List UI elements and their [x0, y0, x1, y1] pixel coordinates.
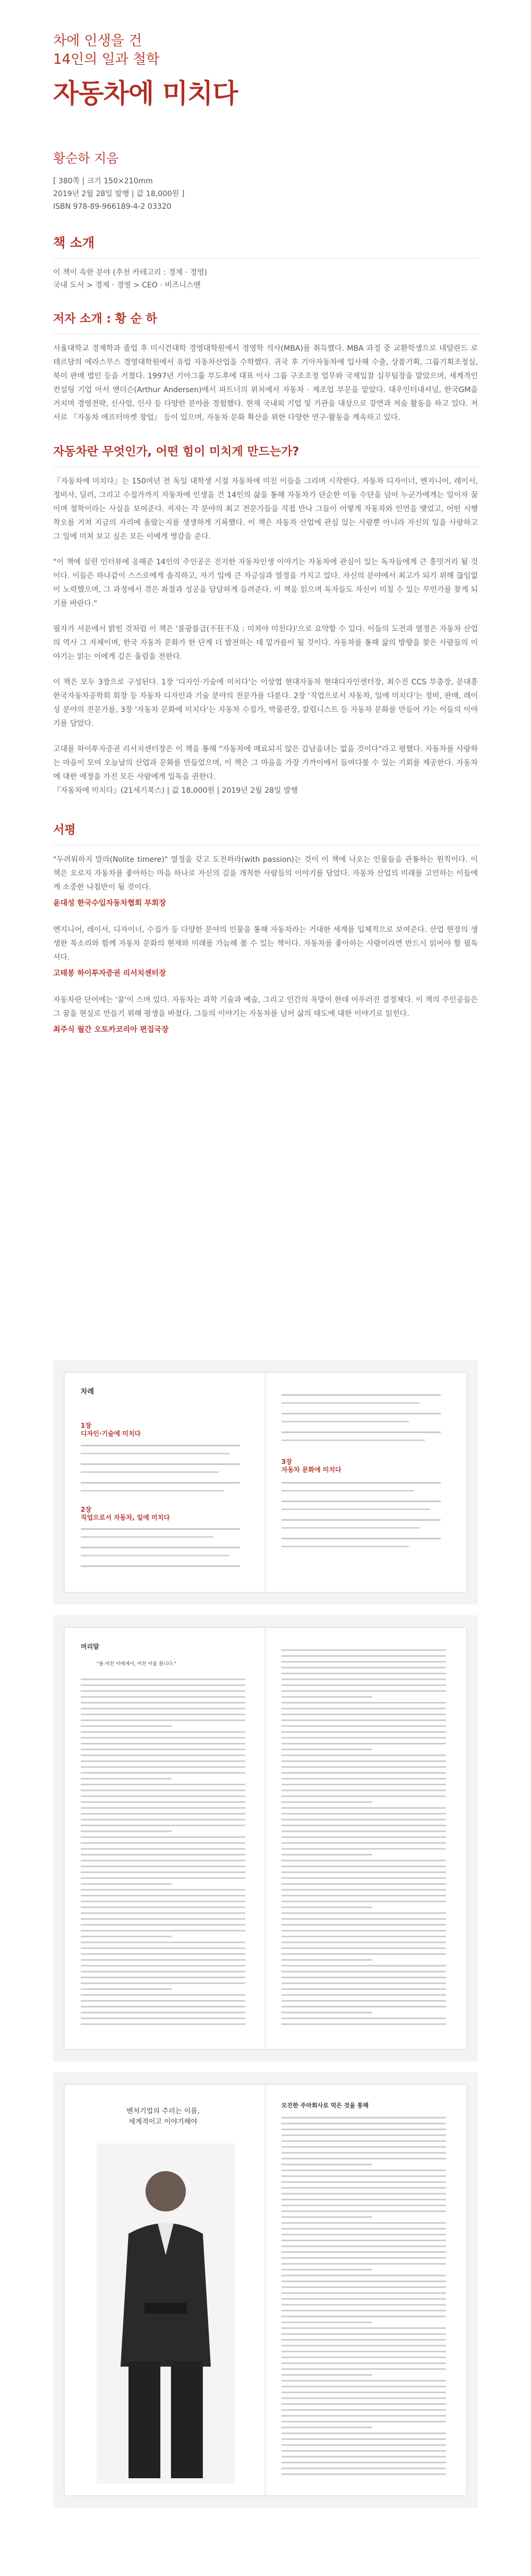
text-line [81, 1866, 245, 1867]
text-line [81, 1860, 245, 1861]
text-line [281, 1912, 446, 1914]
toc-entry [81, 1547, 240, 1548]
text-line [281, 2281, 446, 2282]
text-line [281, 2275, 446, 2276]
text-line [281, 1924, 446, 1926]
text-line [281, 2175, 446, 2177]
text-line [81, 2023, 245, 2025]
text-line [281, 2129, 446, 2130]
text-line [281, 1836, 446, 1838]
profile-spread [65, 2085, 466, 2495]
toc-entry [281, 1519, 441, 1521]
text-line [281, 2339, 446, 2341]
text-line [81, 1690, 245, 1692]
text-line [281, 1977, 446, 1978]
text-line [281, 2263, 446, 2265]
text-line [281, 1737, 446, 1739]
text-line [81, 1895, 245, 1896]
text-line [81, 1965, 245, 1967]
toc-part-2: 2장 직업으로서 자동차, 일에 미치다 [81, 1506, 170, 1521]
text-line [281, 1971, 446, 1972]
why-paragraph-2: "이 책에 실린 인터뷰에 응해준 14인의 주인공은 진지한 자동차인생 이야기는 자동차에 관심이 있는 독자들에게 큰 흥밋거리 될 것이다. 이들은 하나같이 스스로에게 솔직하고, 자기 일에 큰 자긍심과 열정을 가지고 있다. 자신의 분야에서 최고가 되기 위해 끊임없이 노력했으며, 그 과정에서 겪은 좌절과 성공을 담담하게 들려준다. 이 책을 읽으며 독자들도 자신이 미칠 수 있는 무언가를 찾게 되기를 바란다." [53, 558, 478, 608]
why-paragraph-5: 고대를 하이투자증권 리서치센터장은 이 책을 통해 "자동차에 매료되지 않은 갑남을녀는 없을 것이다"라고 평했다. 자동차를 사랑하는 마음이 모여 오늘날의 산업과 문화를 만들었으며, 이 책은 그 마음을 가장 가까이에서 들여다볼 수 있는 기회를 제공한다. 자동차에 대한 애정을 가진 모든 사람에게 일독을 권한다. [53, 745, 478, 782]
subtitle-line-1: 차에 인생을 건 [53, 33, 142, 49]
review-3-source: 최주식 월간 오토카코리아 편집국장 [53, 1026, 169, 1035]
review-3: 자동차란 단어에는 '꿈'이 스며 있다. 자동차는 과학 기술과 예술, 그리고 인간의 욕망이 한데 어우러진 결정체다. 이 책의 주인공들은 그 꿈을 현실로 만들기 위해 평생을 바쳤다. 그들의 이야기는 자동차를 넘어 삶의 태도에 대한 이야기로 읽힌다. [53, 996, 478, 1019]
subtitle-line-2: 14인의 일과 철학 [53, 52, 160, 68]
text-line [281, 1848, 446, 1850]
text-line [81, 1819, 245, 1820]
text-line [281, 2018, 446, 2019]
meta-pages: [ 380쪽 | 크기 150×210mm [53, 177, 153, 186]
text-line [281, 1684, 446, 1686]
text-line [281, 1953, 446, 1955]
book-gutter [264, 1628, 267, 2049]
text-line [81, 2006, 245, 2007]
toc-right-page [266, 1373, 466, 1592]
text-line [281, 1988, 446, 1990]
text-line [281, 2023, 446, 2025]
toc-heading: 차례 [81, 1388, 95, 1396]
text-line [81, 1719, 245, 1721]
text-line [281, 1813, 446, 1815]
author-heading: 저자 소개 : 황 순 하 [53, 312, 157, 326]
text-line [281, 1755, 446, 1756]
text-line [81, 1988, 172, 1990]
text-line [281, 2123, 446, 2124]
text-line [281, 1714, 446, 1715]
toc-part-1: 1장 디자인·기술에 미치다 [81, 1422, 141, 1437]
toc-entry [81, 1482, 240, 1484]
text-line [281, 2006, 446, 2007]
text-line [81, 1760, 245, 1762]
text-line [281, 1930, 446, 1931]
text-line [81, 1977, 245, 1978]
text-line [281, 2187, 446, 2189]
text-line [81, 1790, 245, 1791]
text-line [281, 1790, 446, 1791]
text-line [81, 1959, 245, 1961]
text-line [281, 2117, 446, 2119]
profile-heading: 모진한 주마회사로 먹은 것을 통해 [281, 2102, 369, 2109]
toc-entry [81, 1528, 240, 1530]
person-photo [97, 2143, 235, 2484]
book-preview-preface [53, 1615, 478, 2062]
toc-entry [281, 1546, 409, 1547]
main-content [53, 32, 478, 1036]
text-line [81, 1749, 245, 1750]
text-line [281, 1866, 446, 1867]
toc-entry [281, 1402, 419, 1404]
category-line-2: 국내 도서 > 경제 · 경영 > CEO · 비즈니스맨 [53, 281, 201, 290]
text-line [281, 1708, 446, 1709]
text-line [81, 1836, 245, 1838]
text-line [281, 2257, 446, 2259]
toc-entry [81, 1490, 224, 1492]
text-line [281, 2205, 446, 2206]
text-line [281, 1749, 372, 1750]
text-line [81, 1784, 245, 1785]
text-line [281, 2222, 446, 2224]
text-line [281, 1778, 446, 1780]
text-line [281, 1871, 446, 1873]
text-line [81, 1778, 172, 1780]
text-line [81, 1924, 245, 1926]
book-gutter [264, 2085, 267, 2495]
text-line [281, 2450, 446, 2452]
preface-heading: 머리말 [81, 1643, 99, 1650]
text-line [281, 2228, 446, 2230]
text-line [281, 1772, 446, 1774]
text-line [281, 2199, 446, 2200]
text-line [281, 1877, 446, 1879]
profile-left-page [65, 2085, 266, 2495]
text-line [281, 1854, 372, 1855]
text-line [81, 1982, 245, 1984]
text-line [281, 2473, 446, 2475]
text-line [281, 2181, 446, 2183]
text-line [281, 2146, 446, 2148]
text-line [281, 2368, 446, 2370]
profile-text-lines [281, 2117, 446, 2484]
text-line [281, 1766, 446, 1768]
text-line [281, 1655, 446, 1657]
text-line [81, 1848, 245, 1850]
text-line [281, 1942, 446, 1943]
text-line [281, 2327, 446, 2329]
book-preview-profile [53, 2072, 478, 2508]
preface-left-page [65, 1628, 266, 2049]
text-line [281, 1760, 446, 1762]
text-line [81, 1942, 245, 1943]
text-line [81, 2018, 245, 2019]
review-1-source: 윤대성 한국수입자동차협회 부회장 [53, 899, 166, 908]
text-line [281, 2333, 446, 2335]
text-line [281, 1725, 446, 1727]
text-line [81, 1906, 245, 1908]
text-line [81, 1702, 245, 1704]
author-bio: 서울대학교 경제학과 졸업 후 미시건대학 경영대학원에서 경영학 석사(MBA)를 취득했다. MBA 과정 중 교환학생으로 네덜란드 로테르담의 에라스무스 경영대학원에서 유럽 자동차산업을 수학했다. 귀국 후 기아자동차에 입사해 수출, 상품기획, 그룹기획조정실, 북미 판매 법인 등을 거쳤다. 1997년 기아그룹 부도후에 대표 이사 그룹 구조조정 업무와 국제입찰 실무팀장을 맡았으며, 세계적인 컨설팅 기업 아서 앤더슨(Arthur Andersen)에서 파트너의 위치에서 자동차 · 제조업 부문을 맡았다. 대우인터내셔널, 한국GM을 거치며 경영전략, 신사업, 인사 등 다양한 분야를 경험했다. 현재 국내외 기업 및 기관을 대상으로 강연과 저술 활동을 하고 있다. 저서로 『자동차 애프터마켓 창업』 등이 있으며, 자동차 문화 확산을 위한 다양한 연구·활동을 계속하고 있다. [53, 344, 478, 422]
text-line [81, 1994, 245, 1996]
preface-text-lines [81, 1679, 245, 2029]
text-line [281, 2310, 446, 2311]
text-line [81, 1883, 172, 1885]
text-line [281, 1673, 446, 1674]
text-line [281, 2152, 446, 2154]
text-line [81, 1714, 245, 1715]
preface-spread [65, 1628, 466, 2049]
text-line [81, 1813, 245, 1815]
text-line [81, 1679, 245, 1680]
preface-text-lines [281, 1649, 446, 2032]
text-line [281, 1690, 446, 1692]
text-line [81, 1901, 245, 1902]
text-line [81, 1953, 245, 1955]
text-line [281, 2140, 446, 2142]
review-2: 엔지니어, 레이서, 디자이너, 수집가 등 다양한 분야의 인물을 통해 자동차라는 거대한 세계를 입체적으로 보여준다. 산업 현장의 생생한 목소리와 함께 자동차 문화의 현재와 미래를 가늠해 볼 수 있는 책이다. 자동차를 좋아하는 사람이라면 반드시 읽어야 할 필독서다. [53, 926, 478, 962]
text-line [81, 1871, 245, 1873]
toc-entry [81, 1536, 213, 1538]
text-line [281, 2415, 446, 2417]
text-line [81, 1854, 245, 1855]
text-line [281, 1965, 446, 1967]
why-paragraph-4: 이 책은 모두 3장으로 구성된다. 1장 '디자인·기술에 미치다'는 이상엽 현대자동차 현대디자인센터장, 최수진 CCS 부총장, 문대흥 한국자동차공학회 회장 등 자동차 디자인과 기술 분야의 전문가를 다룬다. 2장 '직업으로서 자동차, 일에 미치다'는 정비, 판매, 레이싱 분야의 전문가를, 3장 '자동차 문화에 미치다'는 자동차 수집가, 박물관장, 칼럼니스트 등 자동차 문화를 만들어 가는 이들의 이야기를 담았다. [53, 678, 478, 728]
why-paragraph-6: 『자동차에 미치다』(21세기북스) | 값 18,000원 | 2019년 2월 28일 발행 [53, 786, 298, 795]
toc-entry [81, 1445, 240, 1446]
meta-isbn: ISBN 978-89-966189-4-2 03320 [53, 202, 172, 211]
text-line [281, 2216, 372, 2218]
text-line [281, 2462, 446, 2463]
text-line [81, 1725, 172, 1727]
text-line [281, 2164, 372, 2165]
text-line [281, 1667, 446, 1668]
text-line [281, 1819, 446, 1820]
text-line [81, 1737, 245, 1739]
text-line [281, 1702, 446, 1704]
text-line [281, 2210, 446, 2212]
toc-left-page [65, 1373, 266, 1592]
text-line [281, 1860, 446, 1861]
text-line [81, 1947, 245, 1949]
text-line [281, 1801, 372, 1803]
toc-entry [81, 1555, 229, 1556]
text-line [281, 1795, 446, 1797]
review-2-source: 고태봉 하이투자증권 리서치센터장 [53, 969, 166, 978]
category-heading: 책 소개 [53, 235, 95, 251]
why-paragraph-3: 필자가 서문에서 밝힌 것처럼 이 책은 '불광불급(不狂不及 : 미쳐야 미친다)'으로 요약할 수 있다. 이들의 도전과 열정은 자동차 산업의 역사 그 자체이며, 한국 자동차 문화가 한 단계 더 발전하는 데 밑거름이 될 것이다. 자동차를 통해 삶의 방향을 찾은 사람들의 이야기는 읽는 이에게 깊은 울림을 전한다. [53, 625, 478, 662]
text-line [81, 1877, 245, 1879]
text-line [281, 2298, 446, 2300]
text-line [81, 1930, 245, 1931]
text-line [281, 2386, 446, 2387]
text-line [281, 2269, 372, 2270]
text-line [81, 2012, 245, 2013]
text-line [281, 1831, 446, 1832]
text-line [281, 1743, 446, 1744]
text-line [281, 2234, 446, 2235]
text-line [81, 1831, 172, 1832]
text-line [81, 1731, 245, 1733]
text-line [281, 2362, 446, 2364]
text-line [281, 2374, 372, 2376]
text-line [281, 2468, 446, 2469]
toc-entry [281, 1538, 441, 1539]
text-line [281, 1696, 372, 1698]
toc-entry [81, 1471, 219, 1473]
text-line [281, 1719, 446, 1721]
text-line [281, 1883, 446, 1885]
author-line: 황순하 지음 [53, 151, 119, 166]
text-line [281, 1994, 446, 1996]
text-line [281, 2292, 446, 2294]
toc-entry [281, 1413, 441, 1414]
toc-entry [81, 1565, 240, 1567]
text-line [281, 1661, 446, 1663]
toc-entry [281, 1509, 430, 1510]
toc-part-3: 3장 자동차 문화에 미치다 [281, 1458, 341, 1473]
text-line [281, 1842, 446, 1844]
text-line [281, 2444, 446, 2446]
text-line [281, 2251, 446, 2253]
text-line [81, 1696, 245, 1698]
preface-right-page [266, 1628, 466, 2049]
review-1: "두려워하지 말라(Nolite timere)" 열정을 갖고 도전하라(with passion)는 것이 이 책에 나오는 인물들을 관통하는 원칙이다. 이 책은 오로지 자동차를 좋아하는 마음 하나로 자신의 길을 개척한 사람들의 이야기를 담았다. 자동차 산업의 미래를 고민하는 이들에게 소중한 나침반이 될 것이다. [53, 855, 478, 892]
text-line [281, 1982, 446, 1984]
text-line [81, 1825, 245, 1826]
text-line [281, 2345, 446, 2346]
text-line [281, 1825, 446, 1826]
meta-date-price: 2019년 2월 28일 발행 | 값 18,000원 ] [53, 190, 185, 199]
text-line [281, 1649, 446, 1651]
text-line [281, 2357, 446, 2358]
text-line [281, 1889, 446, 1891]
text-line [281, 2286, 446, 2288]
text-line [281, 2000, 446, 2002]
text-line [281, 2421, 446, 2422]
text-line [281, 2170, 446, 2171]
text-line [281, 2316, 446, 2317]
toc-entry [281, 1439, 425, 1441]
text-line [81, 1936, 172, 1937]
category-line-1: 이 책이 속한 분야 (추천 카테고리 : 경제 · 경영) [53, 268, 208, 277]
text-line [281, 1895, 446, 1896]
text-line [281, 2245, 446, 2247]
toc-entry [281, 1482, 441, 1484]
text-line [281, 1807, 446, 1809]
text-line [81, 1795, 245, 1797]
text-line [81, 1766, 245, 1768]
text-line [281, 2193, 446, 2194]
text-line [281, 1918, 446, 1920]
text-line [281, 2456, 446, 2458]
toc-entry [281, 1431, 441, 1433]
text-line [81, 1684, 245, 1686]
book-title: 자동차에 미치다 [53, 78, 238, 109]
text-line [281, 2158, 446, 2159]
text-line [281, 2392, 446, 2393]
toc-entry [81, 1453, 229, 1454]
text-line [281, 2321, 372, 2323]
text-line [81, 1807, 245, 1809]
text-line [81, 1918, 245, 1920]
book-preview-toc [53, 1360, 478, 1605]
preface-quote: "불 미친 이에게서, 미친 이를 봅니다." [97, 1662, 177, 1667]
toc-entry [281, 1421, 409, 1422]
text-line [281, 2380, 446, 2382]
profile-right-page [266, 2085, 466, 2495]
book-gutter [264, 1373, 267, 1592]
text-line [281, 2012, 372, 2013]
text-line [281, 2134, 446, 2136]
text-line [281, 1784, 446, 1785]
toc-entry [81, 1463, 240, 1465]
text-line [281, 2409, 446, 2411]
text-line [281, 2397, 446, 2399]
text-line [81, 1912, 245, 1914]
text-line [281, 2427, 372, 2428]
text-line [81, 1971, 245, 1972]
text-line [81, 1772, 245, 1774]
text-line [281, 2403, 446, 2405]
why-paragraph-1: 『자동차에 미치다』는 150여년 전 독일 대학생 시절 자동차에 미친 이들을 그리며 시작한다. 자동차 디자이너, 엔지니어, 레이서, 정비사, 딜러, 그리고 수집가까지 자동차에 인생을 건 14인의 삶을 통해 자동차가 단순한 이동 수단을 넘어 누군가에게는 일이자 꿈이며 철학이라는 사실을 보여준다. 저자는 각 분야의 최고 전문가들을 직접 만나 그들이 어떻게 자동차와 인연을 맺었고, 어떤 시행착오를 거쳐 지금의 자리에 올랐는지를 생생하게 기록했다. 이 책은 자동차 산업에 관심 있는 사람뿐 아니라 자신의 일을 사랑하고 그 일에 미쳐 보고 싶은 모든 이에게 영감을 준다. [53, 477, 478, 541]
text-line [81, 1842, 245, 1844]
why-heading: 자동차란 무엇인가, 어떤 힘이 미치게 만드는가? [53, 445, 299, 459]
text-line [281, 1901, 446, 1902]
text-line [281, 1731, 446, 1733]
text-line [281, 2433, 446, 2434]
toc-entry [281, 1394, 441, 1396]
text-line [281, 1679, 446, 1680]
text-line [281, 2438, 446, 2440]
text-line [281, 1959, 372, 1961]
text-line [281, 1936, 446, 1937]
text-line [81, 1801, 245, 1803]
text-line [281, 2304, 446, 2306]
text-line [281, 1906, 372, 1908]
reviews-heading: 서평 [53, 824, 76, 837]
text-line [81, 1708, 245, 1709]
toc-entry [281, 1527, 419, 1529]
profile-photo-caption: 벤처기업의 주리는 이름, 세계적이고 이야기해야 [126, 2107, 200, 2126]
text-line [81, 1755, 245, 1756]
text-line [281, 2240, 446, 2241]
text-line [81, 1743, 245, 1744]
toc-entry [281, 1501, 441, 1502]
text-line [281, 2351, 446, 2352]
text-line [81, 1889, 245, 1891]
text-line [281, 1947, 446, 1949]
toc-spread [65, 1373, 466, 1592]
toc-entry [281, 1490, 414, 1492]
text-line [81, 2000, 245, 2002]
